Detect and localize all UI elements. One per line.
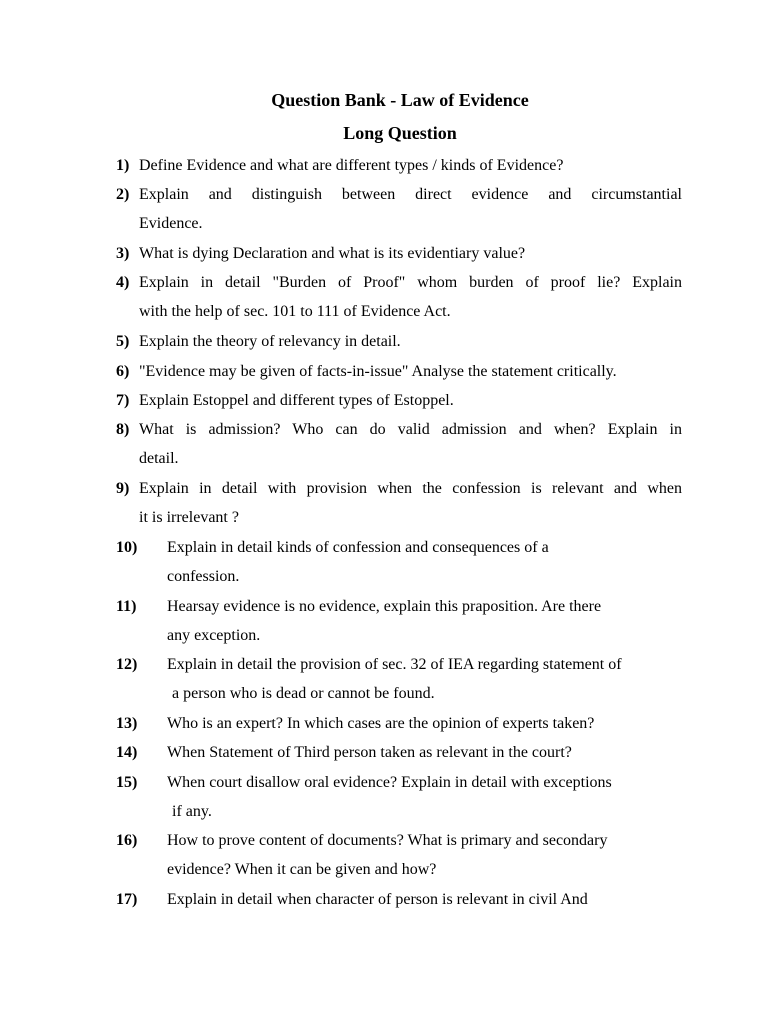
document-title: Question Bank - Law of Evidence (271, 90, 529, 110)
question-text-continued: it is irrelevant ? (139, 509, 239, 527)
question-number: 13) (116, 715, 138, 732)
question-number: 14) (116, 744, 138, 761)
question-text: Explain and distinguish between direct evidence and circumstantial (139, 186, 682, 203)
section-heading: Long Question (343, 123, 457, 143)
question-number: 1) (116, 157, 130, 174)
question-number: 11) (116, 598, 137, 615)
question-number: 7) (116, 392, 130, 409)
question-text-continued: Evidence. (139, 215, 203, 233)
question-text: Explain Estoppel and different types of Estoppel. (139, 392, 454, 409)
question-text: When Statement of Third person taken as relevant in the court? (167, 744, 572, 761)
question-text-continued: a person who is dead or cannot be found. (172, 685, 435, 703)
question-number: 9) (116, 480, 130, 497)
question-text-continued: if any. (172, 803, 212, 821)
question-text: Explain in detail the provision of sec. 32 of IEA regarding statement of (167, 656, 622, 673)
question-number: 4) (116, 274, 130, 291)
question-text: Who is an expert? In which cases are the opinion of experts taken? (167, 715, 595, 732)
question-text-continued: with the help of sec. 101 to 111 of Evidence Act. (139, 303, 451, 321)
question-number: 5) (116, 333, 130, 350)
question-number: 6) (116, 363, 130, 380)
question-text: What is dying Declaration and what is its evidentiary value? (139, 245, 526, 262)
question-number: 17) (116, 891, 138, 908)
question-text-continued: confession. (167, 568, 240, 586)
question-text: Explain the theory of relevancy in detail. (139, 333, 401, 350)
question-number: 2) (116, 186, 130, 203)
question-number: 15) (116, 774, 138, 791)
question-text: Explain in detail kinds of confession and consequences of a (167, 539, 549, 556)
question-text: Hearsay evidence is no evidence, explain this praposition. Are there (167, 598, 602, 615)
question-text: What is admission? Who can do valid admission and when? Explain in (139, 421, 682, 438)
question-text: How to prove content of documents? What is primary and secondary (167, 832, 608, 849)
question-text-continued: any exception. (167, 627, 261, 645)
question-number: 3) (116, 245, 130, 262)
question-text: When court disallow oral evidence? Explain in detail with exceptions (167, 774, 612, 791)
question-text: "Evidence may be given of facts-in-issue" Analyse the statement critically. (139, 363, 617, 380)
question-number: 8) (116, 421, 130, 438)
question-number: 16) (116, 832, 138, 849)
question-text: Explain in detail when character of person is relevant in civil And (167, 891, 588, 908)
question-text: Define Evidence and what are different types / kinds of Evidence? (139, 157, 564, 174)
question-text: Explain in detail "Burden of Proof" whom burden of proof lie? Explain (139, 274, 682, 291)
question-text: Explain in detail with provision when the confession is relevant and when (139, 480, 682, 497)
question-number: 12) (116, 656, 138, 673)
question-text-continued: evidence? When it can be given and how? (167, 861, 437, 879)
question-text-continued: detail. (139, 450, 179, 468)
question-number: 10) (116, 539, 138, 556)
